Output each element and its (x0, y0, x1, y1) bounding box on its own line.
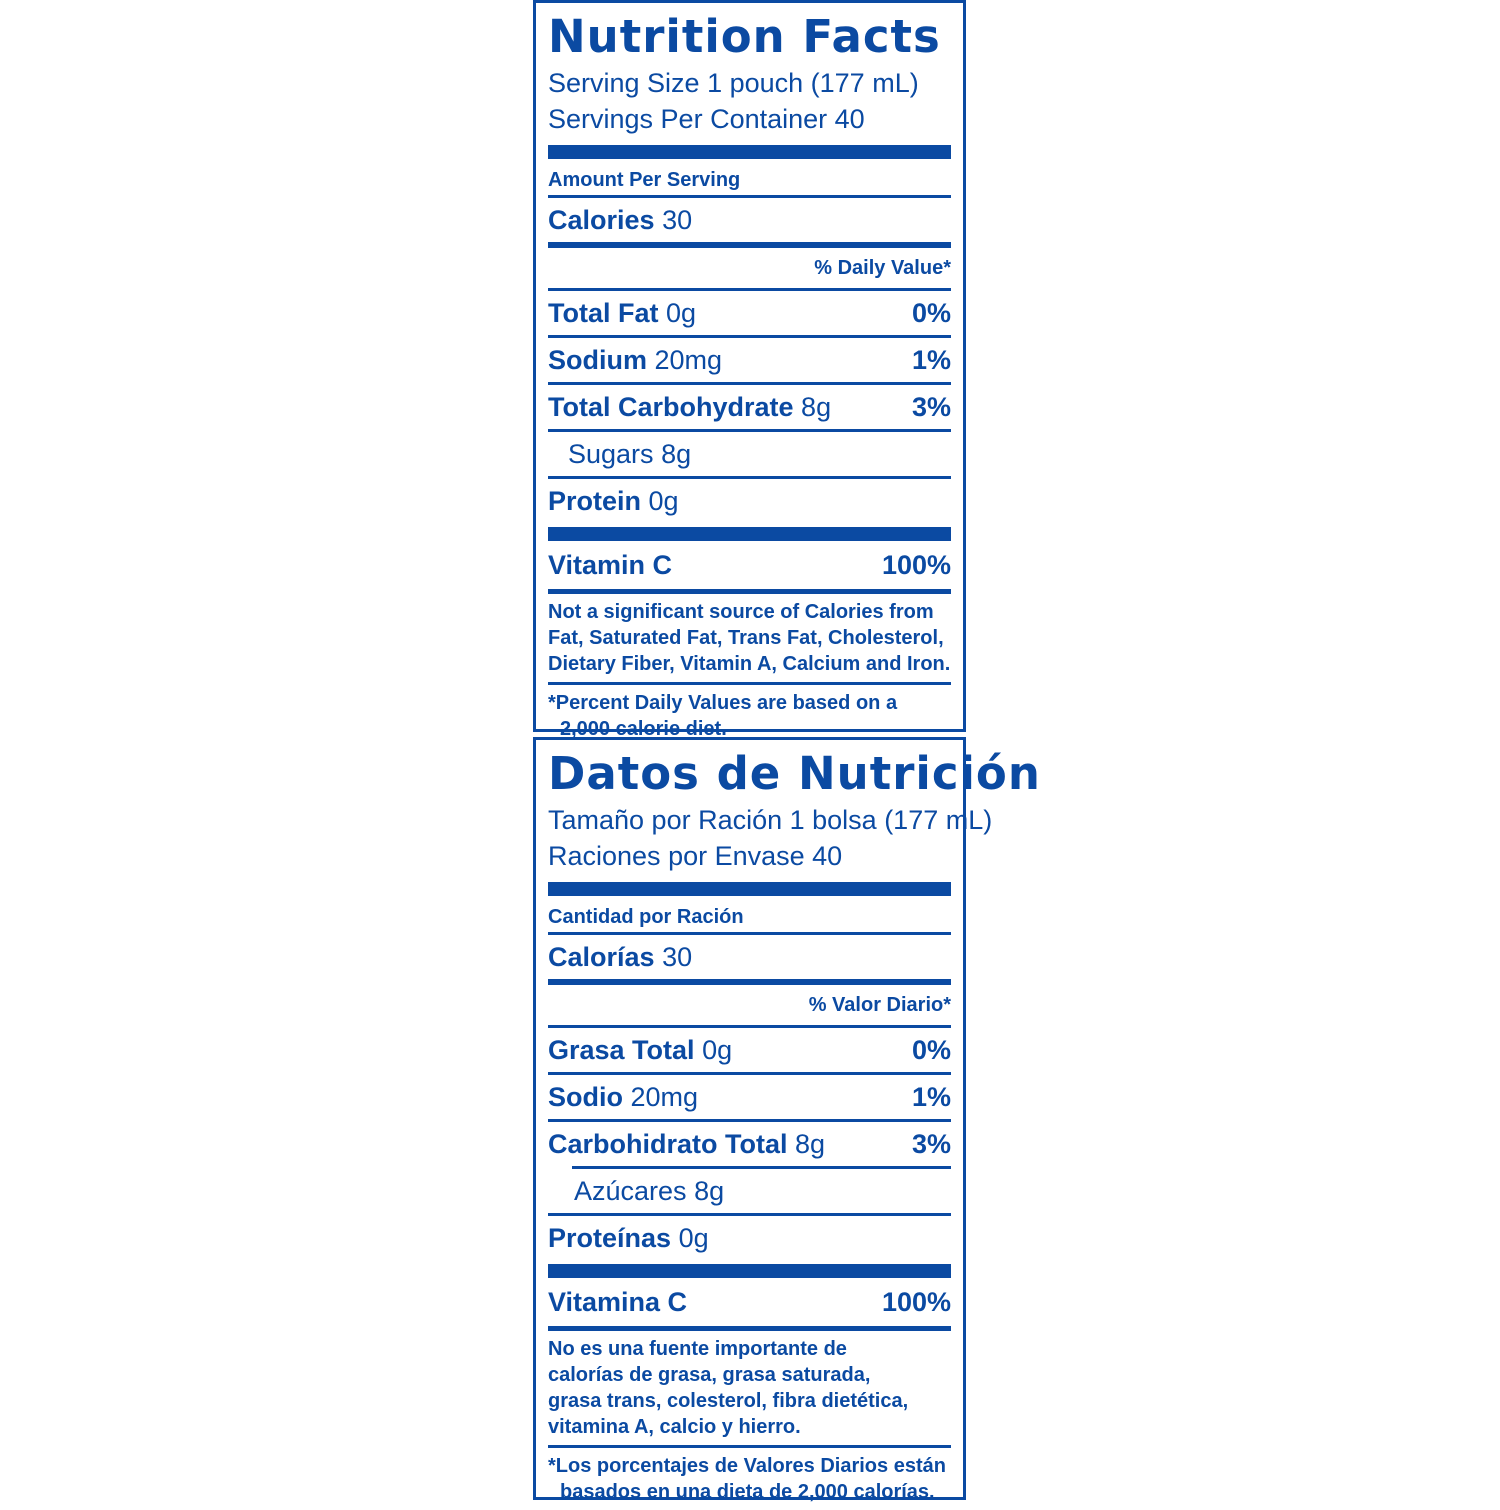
footnote-line-2: basados en una dieta de 2,000 calorías. (560, 1481, 935, 1503)
footnote-line-2: 2,000 calorie diet. (560, 718, 727, 740)
nutrient-label: Sodio (548, 1082, 623, 1112)
footnote-line-1: *Los porcentajes de Valores Diarios están (548, 1455, 946, 1477)
nutrient-daily-value: 3% (911, 392, 951, 422)
nutrient-daily-value: 3% (911, 1129, 951, 1159)
vitamin-label: Vitamin C (548, 550, 673, 580)
nutrient-amount: 20mg (630, 1082, 699, 1112)
divider-thick (548, 882, 951, 896)
vitamin-label: Vitamina C (548, 1287, 688, 1317)
calories-value: 30 (662, 942, 693, 972)
calories-row (548, 935, 951, 979)
not-significant-source-note: Not a significant source of Calories from Fat, Saturated Fat, Trans Fat, Cholesterol, Dietary Fiber, Vitamin A, Calcium and Iron. (548, 601, 951, 675)
nutrient-amount: 8g (661, 439, 692, 469)
nutrient-row-sugars (548, 432, 951, 476)
nutrition-facts-panel-spanish (533, 737, 1041, 1503)
divider-thick (548, 527, 951, 541)
nutrient-label: Grasa Total (548, 1035, 695, 1065)
nutrition-facts-panel-english (533, 0, 966, 740)
footnote-line-1: *Percent Daily Values are based on a (548, 692, 898, 714)
nutrient-daily-value: 0% (911, 298, 951, 328)
nutrient-amount: 0g (666, 298, 697, 328)
nutrient-amount: 20mg (654, 345, 723, 375)
nutrient-amount: 0g (702, 1035, 733, 1065)
panel-title: Nutrition Facts (548, 10, 941, 63)
nutrient-row-total-fat (548, 291, 951, 335)
nutrient-amount: 8g (694, 1176, 725, 1206)
vitamina-c-row (548, 1278, 951, 1326)
nutrient-row-carbohidrato-total (548, 1122, 951, 1166)
nutrient-row-sodium (548, 338, 951, 382)
nutrient-label: Total Carbohydrate (548, 392, 794, 422)
nutrient-row-sodio (548, 1075, 951, 1119)
not-significant-source-note: No es una fuente importante de calorías de grasa, grasa saturada, grasa trans, colesterol, fibra dietética, vitamina A, calcio y hierro. (548, 1338, 909, 1438)
nutrient-label: Sodium (548, 345, 647, 375)
panel-title: Datos de Nutrición (548, 747, 1041, 800)
nutrient-amount: 0g (648, 486, 679, 516)
nutrient-daily-value: 1% (911, 1082, 951, 1112)
calories-row (548, 198, 951, 242)
daily-value-header: % Valor Diario* (808, 994, 951, 1016)
daily-value-footnote (548, 1448, 951, 1510)
servings-per-container: Servings Per Container 40 (548, 104, 865, 134)
nutrient-label: Carbohidrato Total (548, 1129, 788, 1159)
nutrient-daily-value: 0% (911, 1035, 951, 1065)
amount-per-serving-label: Cantidad por Ración (548, 906, 744, 928)
vitamin-c-row (548, 541, 951, 589)
nutrient-label: Protein (548, 486, 642, 516)
divider-thick (548, 1264, 951, 1278)
nutrient-row-protein (548, 479, 951, 523)
nutrient-label: Sugars (568, 439, 654, 469)
amount-per-serving-label: Amount Per Serving (548, 169, 741, 191)
nutrient-row-total-carbohydrate (548, 385, 951, 429)
nutrient-amount: 8g (801, 392, 832, 422)
nutrient-label: Proteínas (548, 1223, 672, 1253)
nutrient-amount: 8g (795, 1129, 826, 1159)
vitamin-daily-value: 100% (881, 550, 951, 580)
vitamin-daily-value: 100% (881, 1287, 951, 1317)
serving-size: Tamaño por Ración 1 bolsa (177 mL) (548, 805, 993, 835)
nutrient-daily-value: 1% (911, 345, 951, 375)
calories-label: Calories (548, 205, 655, 235)
nutrient-label: Total Fat (548, 298, 659, 328)
nutrient-label: Azúcares (574, 1176, 687, 1206)
serving-size: Serving Size 1 pouch (177 mL) (548, 68, 919, 98)
nutrient-row-grasa-total (548, 1028, 951, 1072)
daily-value-header: % Daily Value* (814, 257, 951, 279)
nutrient-amount: 0g (678, 1223, 709, 1253)
nutrient-row-proteinas (548, 1216, 951, 1260)
servings-per-container: Raciones por Envase 40 (548, 841, 843, 871)
calories-label: Calorías (548, 942, 655, 972)
calories-value: 30 (662, 205, 693, 235)
nutrient-row-azucares (548, 1169, 951, 1213)
divider-thick (548, 145, 951, 159)
